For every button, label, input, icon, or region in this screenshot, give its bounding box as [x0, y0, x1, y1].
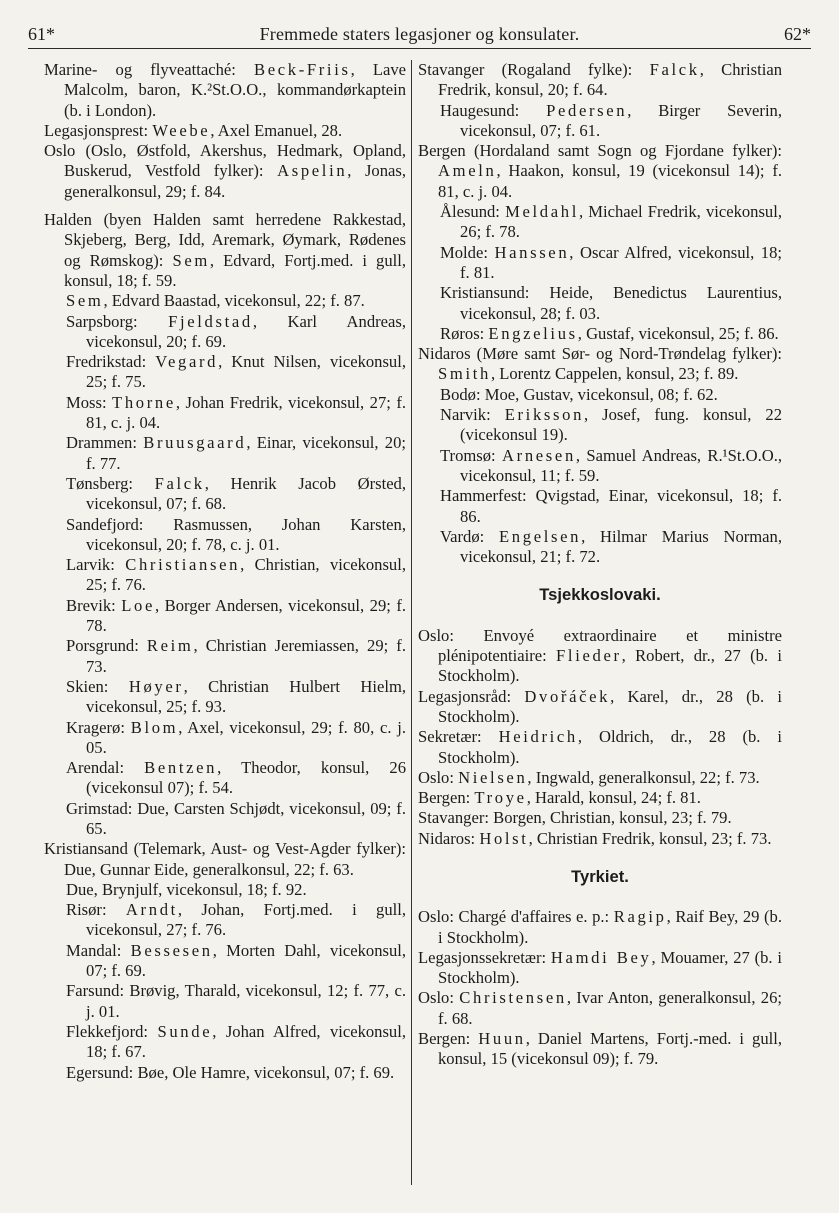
entry: Porsgrund: Reim, Christian Jeremiassen, 29; f. 73.: [66, 636, 406, 676]
entry: Marine- og flyveattaché: Beck-Friis, Lave Malcolm, baron, K.²St.O.O., kommandørkaptein (b. i London).: [44, 60, 406, 120]
entry: Sandefjord: Rasmussen, Johan Karsten, vicekonsul, 20; f. 78, c. j. 01.: [66, 514, 406, 554]
entry: Brevik: Loe, Borger Andersen, vicekonsul, 29; f. 78.: [66, 595, 406, 636]
entry: Haugesund: Pedersen, Birger Severin, vicekonsul, 07; f. 61.: [440, 100, 782, 140]
entry: Molde: Hanssen, Oscar Alfred, vicekonsul, 18; f. 81.: [440, 242, 782, 282]
entry: Risør: Arndt, Johan, Fortj.med. i gull, vicekonsul, 27; f. 76.: [66, 900, 406, 940]
page-number-right: 62*: [784, 24, 811, 44]
entry: Tønsberg: Falck, Henrik Jacob Ørsted, vicekonsul, 07; f. 68.: [66, 473, 407, 514]
entry: Stavanger: Borgen, Christian, konsul, 23; f. 79.: [418, 808, 732, 828]
section-heading-tsjekkoslovaki: Tsjekkoslovaki.: [539, 585, 661, 605]
page-title: Fremmede staters legasjoner og konsulater.: [259, 24, 580, 44]
entry: Flekkefjord: Sunde, Johan Alfred, vicekonsul, 18; f. 67.: [66, 1021, 406, 1062]
left-column: [44, 60, 406, 1083]
entry: Narvik: Eriksson, Josef, fung. konsul, 22 (vicekonsul 19).: [440, 405, 782, 445]
entry: Tromsø: Arnesen, Samuel Andreas, R.¹St.O.O., vicekonsul, 11; f. 59.: [440, 445, 782, 485]
entry: Kristiansund: Heide, Benedictus Laurentius, vicekonsul, 28; f. 03.: [440, 283, 782, 323]
entry: Oslo: Chargé d'affaires e. p.: Ragip, Raif Bey, 29 (b. i Stockholm).: [418, 907, 782, 947]
right-column: [418, 60, 782, 1070]
entry: Moss: Thorne, Johan Fredrik, vicekonsul, 27; f. 81, c. j. 04.: [66, 392, 406, 433]
entry: Drammen: Bruusgaard, Einar, vicekonsul, 20; f. 77.: [66, 433, 406, 473]
column-divider: [411, 60, 412, 1185]
page-number-left: 61*: [28, 24, 55, 44]
entry: Legasjonssekretær: Hamdi Bey, Mouamer, 27 (b. i Stockholm).: [418, 947, 782, 988]
entry: Vardø: Engelsen, Hilmar Marius Norman, vicekonsul, 21; f. 72.: [440, 526, 782, 567]
entry: Oslo: Christensen, Ivar Anton, generalkonsul, 26; f. 68.: [418, 988, 782, 1028]
entry: Kristiansand (Telemark, Aust- og Vest-Agder fylker): Due, Gunnar Eide, generalkonsul, 22; f. 63.: [44, 839, 406, 879]
entry: Sekretær: Heidrich, Oldrich, dr., 28 (b. i Stockholm).: [418, 727, 782, 767]
entry: Ålesund: Meldahl, Michael Fredrik, vicekonsul, 26; f. 78.: [440, 202, 782, 242]
entry: Sem, Edvard Baastad, vicekonsul, 22; f. 87.: [66, 291, 365, 311]
entry: Due, Brynjulf, vicekonsul, 18; f. 92.: [66, 879, 307, 899]
entry: Larvik: Christiansen, Christian, vicekonsul, 25; f. 76.: [66, 555, 406, 595]
entry: Nidaros (Møre samt Sør- og Nord-Trøndelag fylker): Smith, Lorentz Cappelen, konsul, 23; f. 89.: [418, 344, 782, 384]
entry: Oslo: Nielsen, Ingwald, generalkonsul, 22; f. 73.: [418, 767, 760, 787]
entry: Bergen: Troye, Harald, konsul, 24; f. 81.: [418, 788, 701, 808]
entry: Legasjonsråd: Dvořáček, Karel, dr., 28 (b. i Stockholm).: [418, 686, 782, 726]
entry: Oslo: Envoyé extraordinaire et ministre plénipotentiaire: Flieder, Robert, dr., 27 (b. i Stockholm).: [418, 625, 782, 686]
entry: Grimstad: Due, Carsten Schjødt, vicekonsul, 09; f. 65.: [66, 798, 406, 838]
page-header: [28, 14, 811, 49]
entry: Fredrikstad: Vegard, Knut Nilsen, vicekonsul, 25; f. 75.: [66, 352, 406, 392]
entry: Halden (byen Halden samt herredene Rakkestad, Skjeberg, Berg, Idd, Aremark, Øymark, Rødenes og Rømskog): Sem, Edvard, Fortj.med. i gull, konsul, 18; f. 59.: [44, 210, 406, 290]
entry: Røros: Engzelius, Gustaf, vicekonsul, 25; f. 86.: [440, 323, 779, 343]
entry: Legasjonsprest: Weebe, Axel Emanuel, 28.: [44, 120, 343, 140]
entry: Nidaros: Holst, Christian Fredrik, konsul, 23; f. 73.: [418, 828, 772, 848]
entry: Skien: Høyer, Christian Hulbert Hielm, vicekonsul, 25; f. 93.: [66, 676, 407, 717]
section-heading-tyrkiet: Tyrkiet.: [571, 866, 629, 886]
entry: Oslo (Oslo, Østfold, Akershus, Hedmark, Opland, Buskerud, Vestfold fylker): Aspelin, Jonas, generalkonsul, 29; f. 84.: [44, 141, 406, 201]
entry: Egersund: Bøe, Ole Hamre, vicekonsul, 07; f. 69.: [66, 1062, 395, 1082]
entry: Arendal: Bentzen, Theodor, konsul, 26 (vicekonsul 07); f. 54.: [66, 758, 406, 798]
entry: Bodø: Moe, Gustav, vicekonsul, 08; f. 62.: [440, 384, 718, 404]
entry: Farsund: Brøvig, Tharald, vicekonsul, 12; f. 77, c. j. 01.: [66, 981, 406, 1021]
entry: Bergen: Huun, Daniel Martens, Fortj.-med. i gull, konsul, 15 (vicekonsul 09); f. 79.: [418, 1029, 782, 1069]
entry: Kragerø: Blom, Axel, vicekonsul, 29; f. 80, c. j. 05.: [66, 717, 406, 757]
entry: Mandal: Bessesen, Morten Dahl, vicekonsul, 07; f. 69.: [66, 940, 407, 981]
entry: Stavanger (Rogaland fylke): Falck, Christian Fredrik, konsul, 20; f. 64.: [418, 60, 782, 100]
entry: Bergen (Hordaland samt Sogn og Fjordane fylker): Ameln, Haakon, konsul, 19 (vicekonsul 14); f. 81, c. j. 04.: [418, 141, 782, 201]
entry: Hammerfest: Qvigstad, Einar, vicekonsul, 18; f. 86.: [440, 486, 782, 526]
entry: Sarpsborg: Fjeldstad, Karl Andreas, vicekonsul, 20; f. 69.: [66, 311, 406, 351]
